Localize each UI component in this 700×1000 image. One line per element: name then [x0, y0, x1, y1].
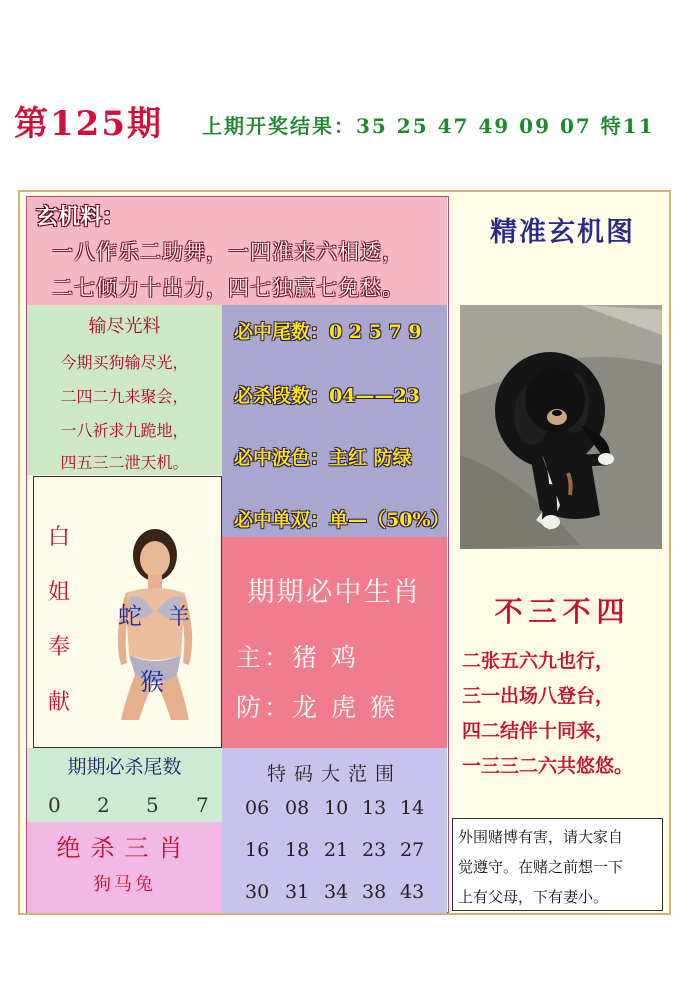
range-number: 13	[362, 797, 387, 819]
riddle-line-3: 四二结伴十同来，	[462, 720, 615, 742]
vertical-char-2: 姐	[48, 580, 71, 605]
warning-line-2: 觉遵守。在赌之前想一下	[458, 858, 624, 876]
vertical-char-4: 献	[48, 690, 71, 715]
special-range-title: 特码大范围	[266, 763, 402, 785]
kill-tail-number: 2	[97, 793, 110, 817]
riddle-line-4: 一三三二六共悠悠。	[462, 755, 634, 777]
riddle-image-title: 精准玄机图	[490, 217, 635, 248]
range-number: 34	[324, 881, 349, 903]
kill-tail-number: 7	[196, 793, 209, 817]
range-number: 18	[285, 839, 310, 861]
zodiac-defend: 防：龙 虎 猴	[236, 693, 398, 722]
kill-zodiac-animals: 狗马兔	[93, 874, 156, 895]
kill-tail-number: 5	[146, 793, 159, 817]
range-number: 06	[245, 797, 270, 819]
riddle-line-2: 三一出场八登台，	[462, 685, 615, 707]
zodiac-title: 期期必中生肖	[247, 577, 422, 608]
xuanji-line-1: 一八作乐二助舞，一四准来六相透，	[52, 240, 404, 264]
range-number: 21	[324, 839, 349, 861]
range-number: 43	[400, 881, 425, 903]
poem-line-1: 今期买狗输尽光，	[60, 353, 189, 372]
overlay-goat: 羊	[168, 605, 191, 630]
vertical-char-1: 白	[48, 525, 71, 550]
must-odd-even: 必中单双：单—（50%）	[234, 509, 450, 531]
range-number: 10	[324, 797, 349, 819]
range-number: 23	[362, 839, 387, 861]
zodiac-main: 主：猪 鸡	[236, 643, 359, 672]
kill-zodiac-title: 绝杀三肖	[56, 834, 193, 862]
poem-line-3: 一八祈求九跪地，	[60, 421, 189, 440]
kill-tail-title: 期期必杀尾数	[67, 756, 182, 778]
warning-line-1: 外围赌博有害，请大家自	[458, 828, 624, 846]
poem-line-2: 二四二九来聚会，	[60, 387, 189, 406]
must-tail-digits: 必中尾数：0 2 5 7 9	[234, 321, 422, 343]
riddle-line-1: 二张五六九也行，	[462, 650, 615, 672]
poem-line-4: 四五三二泄天机。	[60, 453, 189, 472]
range-number: 16	[245, 839, 270, 861]
range-number: 31	[285, 881, 310, 903]
last-draw-result: 上期开奖结果：35 25 47 49 09 07 特11	[202, 114, 655, 138]
range-number: 08	[285, 797, 310, 819]
warning-line-3: 上有父母，下有妻小。	[458, 888, 609, 906]
overlay-monkey: 猴	[140, 668, 164, 696]
slogan: 不三不四	[494, 595, 631, 628]
dog-photo	[460, 305, 662, 549]
range-number: 30	[245, 881, 270, 903]
range-number: 27	[400, 839, 425, 861]
must-kill-segment: 必杀段数：04——23	[234, 385, 420, 407]
issue-number: 第125期	[14, 104, 163, 144]
range-number: 38	[362, 881, 387, 903]
poem-title: 输尽光料	[88, 316, 161, 337]
kill-tail-number: 0	[48, 793, 61, 817]
xuanji-line-2: 二七倾力十出力，四七独赢七免愁。	[52, 276, 404, 300]
vertical-char-3: 奉	[48, 635, 71, 660]
xuanji-title: 玄机料：	[36, 204, 125, 230]
range-number: 14	[400, 797, 425, 819]
must-wave-color: 必中波色：主红 防绿	[234, 447, 412, 469]
overlay-snake: 蛇	[118, 602, 142, 630]
